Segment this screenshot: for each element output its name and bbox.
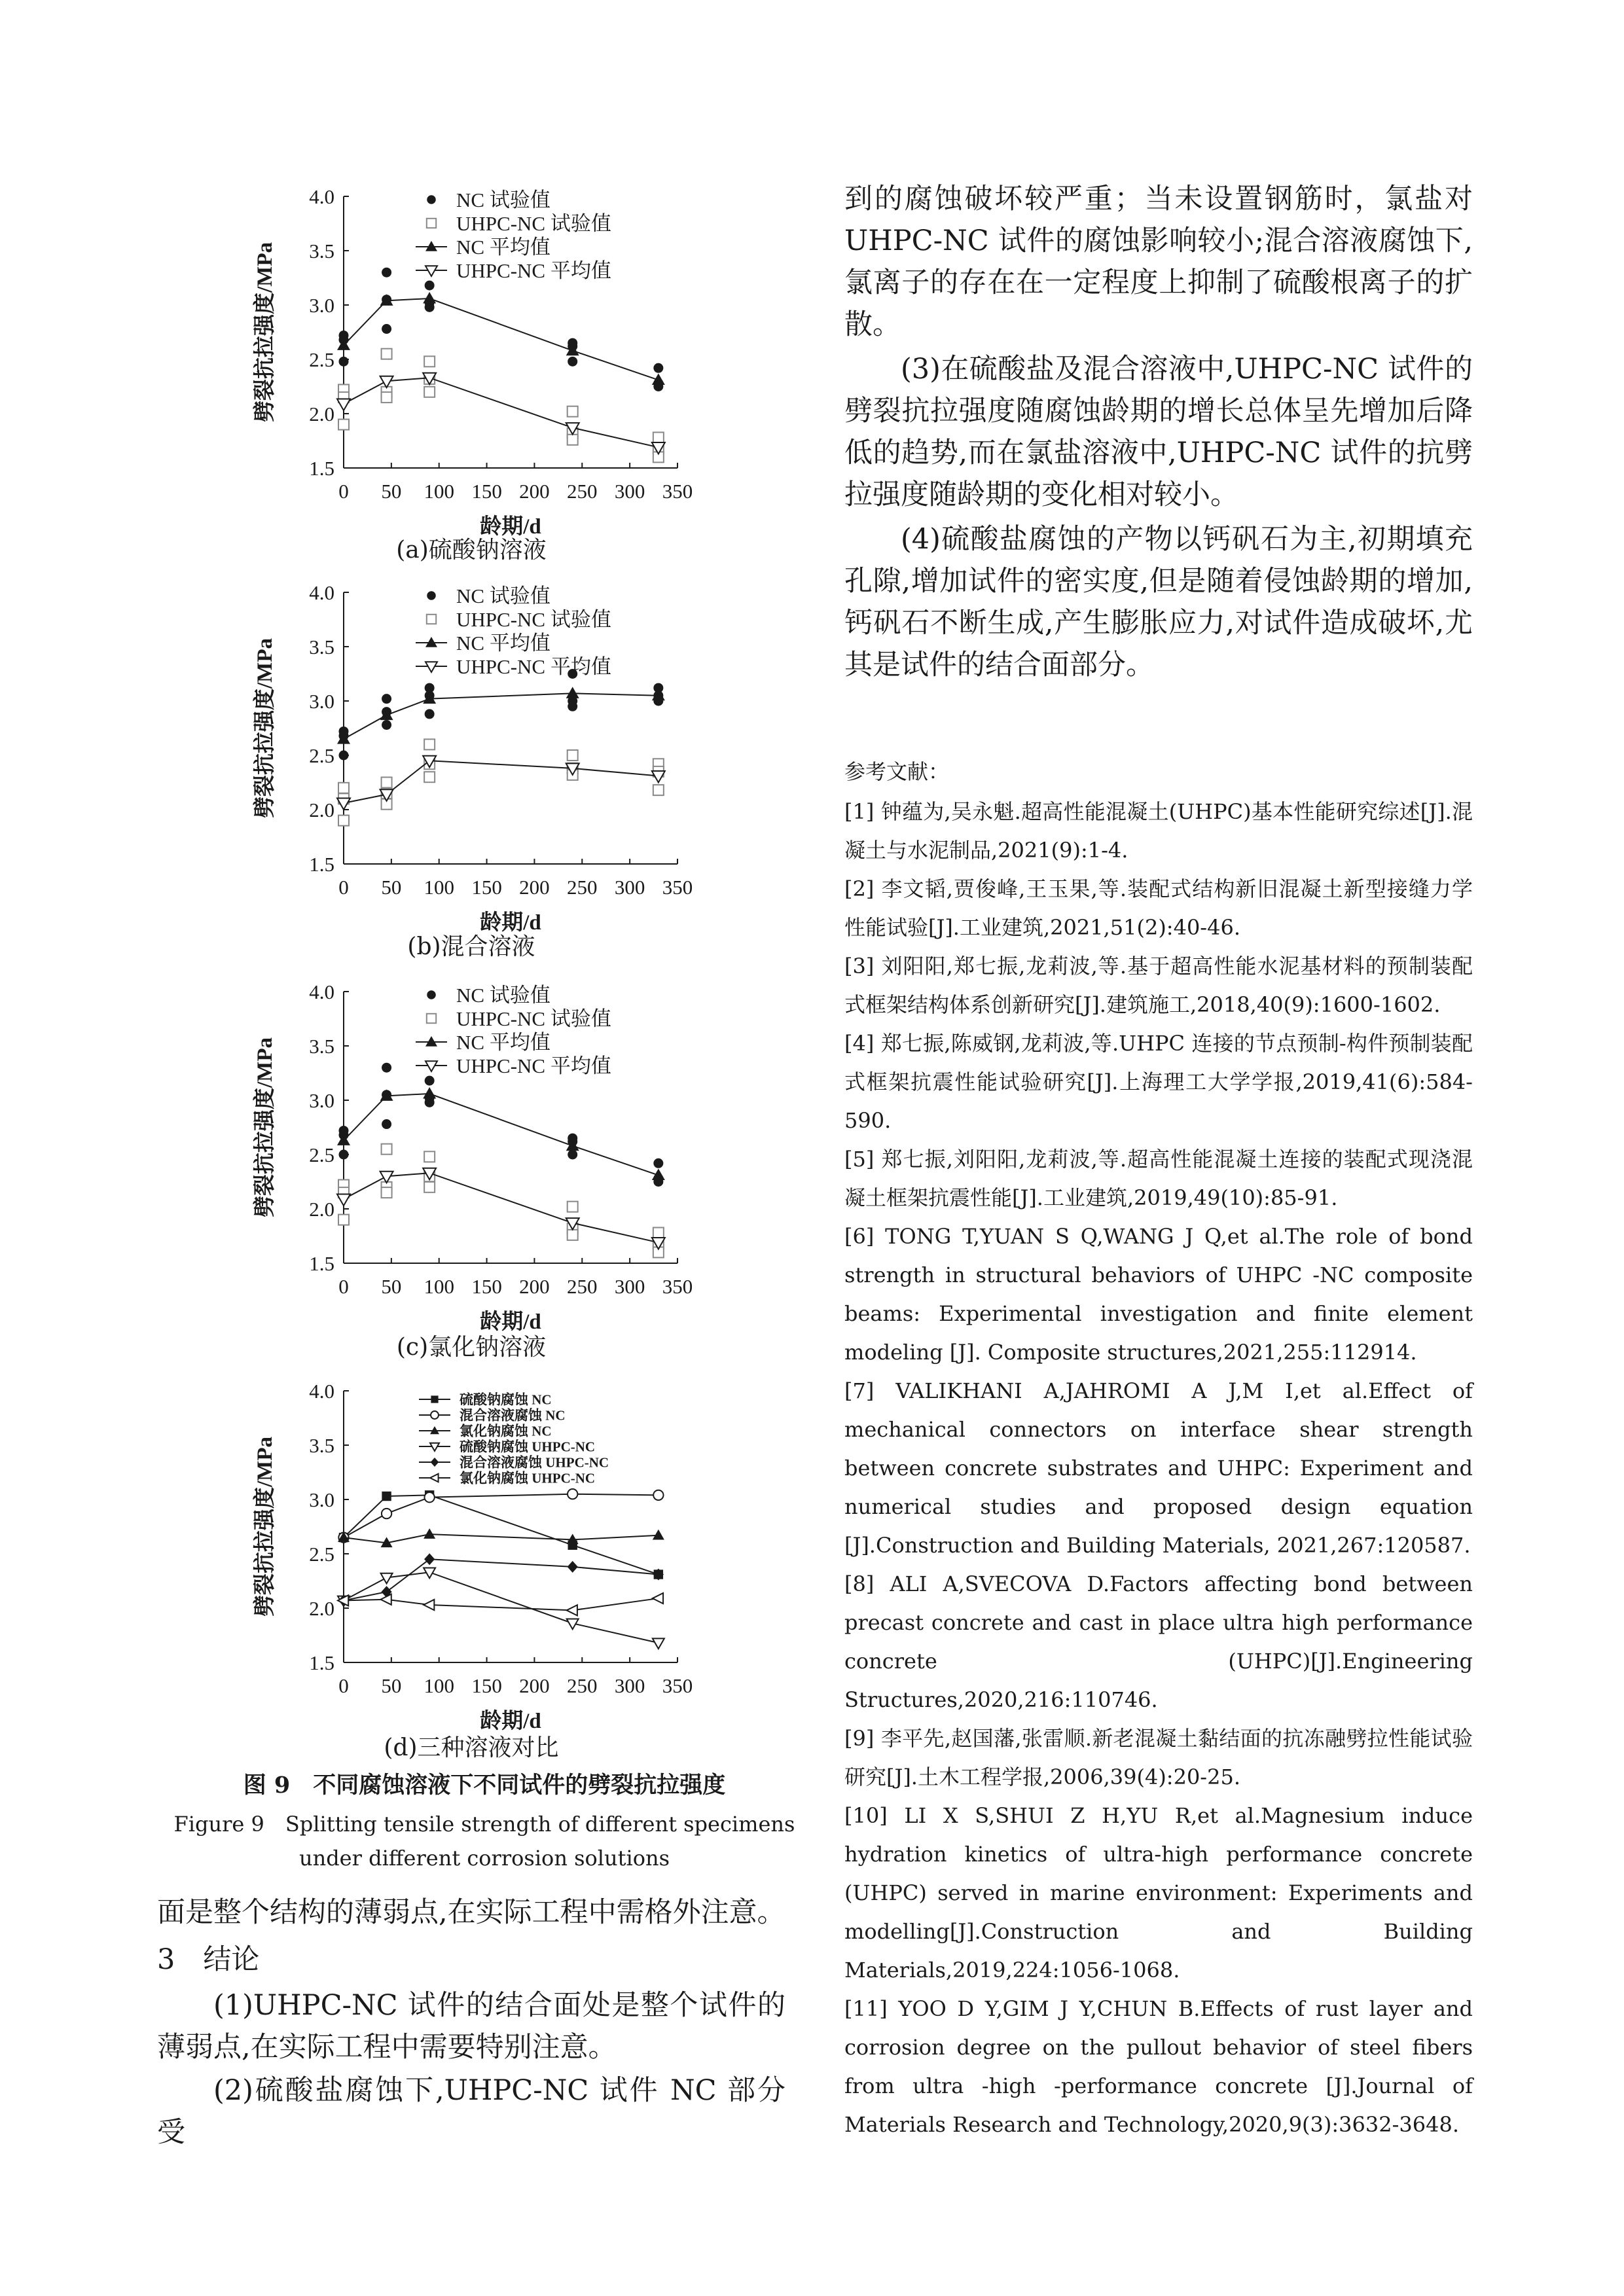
chart-d xyxy=(196,1368,785,1761)
x-axis-label: 龄期/d xyxy=(480,515,541,539)
data-point xyxy=(338,1215,349,1225)
legend-marker xyxy=(427,195,436,204)
y-tick-label: 3.0 xyxy=(309,690,334,713)
data-point xyxy=(382,694,391,704)
data-point xyxy=(653,1490,663,1500)
x-tick-label: 200 xyxy=(519,480,550,503)
legend-label: 氯化钠腐蚀 NC xyxy=(460,1423,552,1439)
chart-c xyxy=(196,969,785,1361)
legend-marker xyxy=(425,266,437,276)
y-tick-label: 1.5 xyxy=(309,457,334,480)
y-axis-label: 劈裂抗拉强度/MPa xyxy=(253,638,277,818)
data-point xyxy=(382,324,391,334)
legend-label: UHPC-NC 平均值 xyxy=(456,259,611,283)
conclusion-item-1: (1)UHPC-NC 试件的结合面处是整个试件的薄弱点,在实际工程中需要特别注意。 xyxy=(157,1989,785,2064)
legend-marker xyxy=(430,1474,439,1482)
data-point xyxy=(424,1151,435,1162)
legend-marker xyxy=(427,591,436,600)
data-point xyxy=(568,435,578,445)
data-point xyxy=(567,1605,577,1615)
subcaption-d: (d)三种溶液对比 xyxy=(384,1734,559,1761)
legend-marker xyxy=(425,637,437,647)
legend-label: 混合溶液腐蚀 UHPC-NC xyxy=(460,1454,609,1471)
reference-item: [11] YOO D Y,GIM J Y,CHUN B.Effects of rust layer and corrosion degree on the pullout behavior of steel fibers from ultra -high -performance concrete [J].Journal of Materials Research and Technology,2020,9(3):3632-3648. xyxy=(844,1996,1473,2137)
data-point xyxy=(653,1593,663,1604)
y-tick-label: 1.5 xyxy=(309,853,334,876)
reference-item: [2] 李文韬,贾俊峰,王玉果,等.装配式结构新旧混凝土新型接缝力学性能试验[J].工业建筑,2021,51(2):40-46. xyxy=(844,876,1473,940)
y-tick-label: 3.5 xyxy=(309,636,334,658)
y-tick-label: 4.0 xyxy=(309,581,334,604)
data-point xyxy=(568,750,578,761)
x-tick-label: 50 xyxy=(381,1275,402,1298)
y-tick-label: 3.5 xyxy=(309,1434,334,1457)
y-tick-label: 4.0 xyxy=(309,1380,334,1403)
reference-item: [1] 钟蕴为,吴永魁.超高性能混凝土(UHPC)基本性能研究综述[J].混凝土与水泥制品,2021(9):1-4. xyxy=(844,799,1473,863)
y-tick-label: 2.5 xyxy=(309,348,334,371)
data-point xyxy=(425,1076,435,1086)
y-axis-label: 劈裂抗拉强度/MPa xyxy=(253,242,277,422)
data-point xyxy=(337,1194,350,1206)
data-point xyxy=(380,1172,393,1183)
data-point xyxy=(382,1509,391,1518)
data-point xyxy=(382,392,392,403)
conclusion-item-2-cont: 到的腐蚀破坏较严重；当未设置钢筋时，氯盐对UHPC-NC 试件的腐蚀影响较小;混合溶液腐蚀下,氯离子的存在在一定程度上抑制了硫酸根离子的扩散。 xyxy=(844,183,1473,341)
y-tick-label: 4.0 xyxy=(309,185,334,208)
reference-item: [6] TONG T,YUAN S Q,WANG J Q,et al.The role of bond strength in structural behaviors of UHPC -NC composite beams: Experimental investigation and finite element modeling [J]. Composite structures,2021,255:112914. xyxy=(844,1224,1473,1365)
series-line xyxy=(344,1094,659,1175)
data-point xyxy=(424,1600,434,1610)
x-tick-label: 250 xyxy=(567,1674,598,1697)
x-tick-label: 100 xyxy=(424,1674,454,1697)
x-tick-label: 50 xyxy=(381,1674,402,1697)
data-point xyxy=(425,709,435,719)
x-tick-label: 100 xyxy=(424,480,454,503)
subcaption-c: (c)氯化钠溶液 xyxy=(396,1334,547,1361)
x-tick-label: 150 xyxy=(471,1275,502,1298)
chart-a xyxy=(196,173,785,566)
x-tick-label: 100 xyxy=(424,876,454,899)
data-point xyxy=(382,1492,391,1501)
x-tick-label: 350 xyxy=(662,1275,693,1298)
x-tick-label: 200 xyxy=(519,1674,550,1697)
data-point xyxy=(382,1187,392,1198)
figure-caption-en-2: under different corrosion solutions xyxy=(298,1846,670,1871)
data-point xyxy=(568,406,578,417)
data-point xyxy=(568,1150,577,1160)
reference-item: [8] ALI A,SVECOVA D.Factors affecting bond between precast concrete and cast in place ultra high performance concrete (UHPC)[J].Engineering Structures,2020,216:110746. xyxy=(844,1571,1473,1712)
data-point xyxy=(382,1063,391,1073)
legend-label: NC 平均值 xyxy=(456,236,550,259)
data-point xyxy=(568,702,577,711)
references-heading: 参考文献： xyxy=(844,759,950,784)
y-tick-label: 2.0 xyxy=(309,798,334,821)
data-point xyxy=(424,739,435,749)
reference-item: [3] 刘阳阳,郑七振,龙莉波,等.基于超高性能水泥基材料的预制装配式框架结构体系创新研究[J].建筑施工,2018,40(9):1600-1602. xyxy=(844,954,1473,1017)
conclusion-item-3: (3)在硫酸盐及混合溶液中,UHPC-NC 试件的劈裂抗拉强度随腐蚀龄期的增长总体呈先增加后降低的趋势,而在氯盐溶液中,UHPC-NC 试件的抗劈拉强度随龄期的变化相对较小。 xyxy=(844,353,1473,511)
conclusion-item-2-start: (2)硫酸盐腐蚀下,UHPC-NC 试件 NC 部分受 xyxy=(157,2074,785,2149)
legend-marker xyxy=(431,1395,438,1403)
data-point xyxy=(339,751,349,761)
reference-item: [7] VALIKHANI A,JAHROMI A J,M I,et al.Effect of mechanical connectors on interface shear strength between concrete substrates and UHPC: Experiment and numerical studies and proposed design equation [J].Construction and Building Materials, 2021,267:120587. xyxy=(844,1378,1473,1558)
x-tick-label: 0 xyxy=(338,1275,349,1298)
data-point xyxy=(423,1087,436,1099)
data-point xyxy=(568,357,577,367)
y-tick-label: 2.0 xyxy=(309,403,334,425)
legend-label: NC 试验值 xyxy=(456,984,550,1007)
subcaption-a: (a)硫酸钠溶液 xyxy=(396,537,547,564)
data-point xyxy=(653,363,663,373)
data-point xyxy=(653,1158,663,1168)
conclusion-item-4: (4)硫酸盐腐蚀的产物以钙矾石为主,初期填充孔隙,增加试件的密实度,但是随着侵蚀龄期的增加,钙矾石不断生成,产生膨胀应力,对试件造成破坏,尤其是试件的结合面部分。 xyxy=(844,523,1473,681)
y-tick-label: 3.5 xyxy=(309,1035,334,1058)
y-axis-label: 劈裂抗拉强度/MPa xyxy=(253,1037,277,1217)
data-point xyxy=(339,357,349,367)
chart-b xyxy=(196,569,785,962)
y-tick-label: 4.0 xyxy=(309,980,334,1003)
x-tick-label: 250 xyxy=(567,1275,598,1298)
legend-label: UHPC-NC 试验值 xyxy=(456,608,611,632)
section-heading-conclusion: 3 结论 xyxy=(157,1943,260,1976)
data-point xyxy=(424,772,435,782)
x-tick-label: 350 xyxy=(662,1674,693,1697)
data-point xyxy=(424,1492,434,1502)
x-tick-label: 200 xyxy=(519,876,550,899)
data-point xyxy=(382,1144,392,1155)
data-point xyxy=(425,1098,435,1107)
data-point xyxy=(382,778,392,788)
legend-label: NC 试验值 xyxy=(456,584,550,608)
legend-label: 硫酸钠腐蚀 NC xyxy=(460,1391,552,1408)
x-axis-label: 龄期/d xyxy=(480,1310,541,1334)
x-tick-label: 0 xyxy=(338,1674,349,1697)
data-point xyxy=(381,1573,393,1584)
data-point xyxy=(338,420,349,430)
legend-marker xyxy=(427,219,436,228)
data-point xyxy=(568,1202,578,1212)
data-point xyxy=(653,1638,664,1649)
subcaption-b: (b)混合溶液 xyxy=(407,933,535,960)
y-tick-label: 3.0 xyxy=(309,1089,334,1112)
x-tick-label: 50 xyxy=(381,480,402,503)
reference-item: [5] 郑七振,刘阳阳,龙莉波,等.超高性能混凝土连接的装配式现浇混凝土框架抗震性能[J].工业建筑,2019,49(10):85-91. xyxy=(844,1147,1473,1210)
data-point xyxy=(339,1150,349,1160)
y-tick-label: 3.5 xyxy=(309,240,334,262)
data-point xyxy=(423,292,436,304)
data-point xyxy=(568,1489,577,1499)
x-axis-label: 龄期/d xyxy=(480,911,541,935)
x-tick-label: 150 xyxy=(471,1674,502,1697)
legend-marker xyxy=(431,1458,439,1467)
data-point xyxy=(653,1228,664,1238)
x-tick-label: 300 xyxy=(614,1674,645,1697)
x-tick-label: 250 xyxy=(567,876,598,899)
y-axis-label: 劈裂抗拉强度/MPa xyxy=(253,1437,277,1617)
x-tick-label: 0 xyxy=(338,480,349,503)
data-point xyxy=(382,720,391,730)
x-tick-label: 250 xyxy=(567,480,598,503)
data-point xyxy=(382,349,392,359)
y-tick-label: 3.0 xyxy=(309,1488,334,1511)
figure-caption-cn: 图 9 不同腐蚀溶液下不同试件的劈裂抗拉强度 xyxy=(243,1772,726,1799)
legend-marker xyxy=(427,615,436,624)
legend-label: NC 试验值 xyxy=(456,188,550,212)
data-point xyxy=(338,783,349,793)
legend-marker xyxy=(425,1036,437,1047)
x-tick-label: 200 xyxy=(519,1275,550,1298)
data-point xyxy=(653,1530,664,1540)
data-point xyxy=(652,374,665,386)
reference-item: [9] 李平先,赵国藩,张雷顺.新老混凝土黏结面的抗冻融劈拉性能试验研究[J].土木工程学报,2006,39(4):20-25. xyxy=(844,1726,1473,1789)
x-tick-label: 300 xyxy=(614,1275,645,1298)
data-point xyxy=(653,785,664,795)
legend-label: UHPC-NC 试验值 xyxy=(456,1007,611,1031)
legend-marker xyxy=(425,662,437,672)
legend-label: 混合溶液腐蚀 NC xyxy=(460,1407,566,1424)
legend-marker xyxy=(425,241,437,251)
x-tick-label: 0 xyxy=(338,876,349,899)
legend-label: 硫酸钠腐蚀 UHPC-NC xyxy=(460,1439,596,1455)
data-point xyxy=(568,1561,578,1573)
figure-caption-en-1: Figure 9 Splitting tensile strength of different specimens xyxy=(173,1812,795,1837)
data-point xyxy=(424,1553,435,1565)
data-point xyxy=(425,302,435,312)
x-tick-label: 150 xyxy=(471,876,502,899)
legend-label: 氯化钠腐蚀 UHPC-NC xyxy=(460,1470,596,1486)
y-tick-label: 2.0 xyxy=(309,1597,334,1620)
series-line xyxy=(344,298,659,380)
y-tick-label: 2.5 xyxy=(309,1143,334,1166)
data-point xyxy=(568,1230,578,1240)
legend-marker xyxy=(427,1014,436,1023)
series-line xyxy=(344,1534,659,1543)
data-point xyxy=(338,816,349,826)
data-point xyxy=(382,1119,391,1129)
reference-item: [4] 郑七振,陈威钢,龙莉波,等.UHPC 连接的节点预制-构件预制装配式框架抗震性能试验研究[J].上海理工大学学报,2019,41(6):584-590. xyxy=(844,1031,1473,1133)
data-point xyxy=(424,1528,435,1539)
references xyxy=(844,753,1473,2144)
legend-marker xyxy=(427,990,436,999)
x-tick-label: 100 xyxy=(424,1275,454,1298)
x-tick-label: 300 xyxy=(614,876,645,899)
x-tick-label: 300 xyxy=(614,480,645,503)
x-tick-label: 50 xyxy=(381,876,402,899)
reference-item: [10] LI X S,SHUI Z H,YU R,et al.Magnesium induce hydration kinetics of ultra-high performance concrete (UHPC) served in marine environment: Experiments and modelling[J].Construction and Building Materials,2019,224:1056-1068. xyxy=(844,1803,1473,1982)
y-tick-label: 2.5 xyxy=(309,744,334,767)
data-point xyxy=(380,376,393,388)
data-point xyxy=(382,268,391,278)
data-point xyxy=(652,1169,665,1181)
legend-marker xyxy=(425,1061,437,1071)
legend-label: UHPC-NC 平均值 xyxy=(456,655,611,679)
legend-label: NC 平均值 xyxy=(456,632,550,655)
y-tick-label: 2.5 xyxy=(309,1543,334,1566)
x-tick-label: 150 xyxy=(471,480,502,503)
data-point xyxy=(424,1182,435,1193)
legend-label: UHPC-NC 试验值 xyxy=(456,212,611,236)
x-axis-label: 龄期/d xyxy=(480,1710,541,1733)
legend-label: NC 平均值 xyxy=(456,1031,550,1054)
legend-marker xyxy=(431,1411,439,1419)
y-tick-label: 1.5 xyxy=(309,1651,334,1674)
x-tick-label: 350 xyxy=(662,480,693,503)
data-point xyxy=(425,281,435,291)
data-point xyxy=(424,387,435,397)
legend-label: UHPC-NC 平均值 xyxy=(456,1054,611,1078)
data-point xyxy=(653,433,664,443)
y-tick-label: 3.0 xyxy=(309,294,334,317)
left-continuation-line: 面是整个结构的薄弱点,在实际工程中需格外注意。 xyxy=(157,1896,785,1929)
data-point xyxy=(424,356,435,367)
y-tick-label: 1.5 xyxy=(309,1252,334,1275)
y-tick-label: 2.0 xyxy=(309,1198,334,1221)
x-tick-label: 350 xyxy=(662,876,693,899)
data-point xyxy=(337,399,350,411)
data-point xyxy=(566,687,579,698)
